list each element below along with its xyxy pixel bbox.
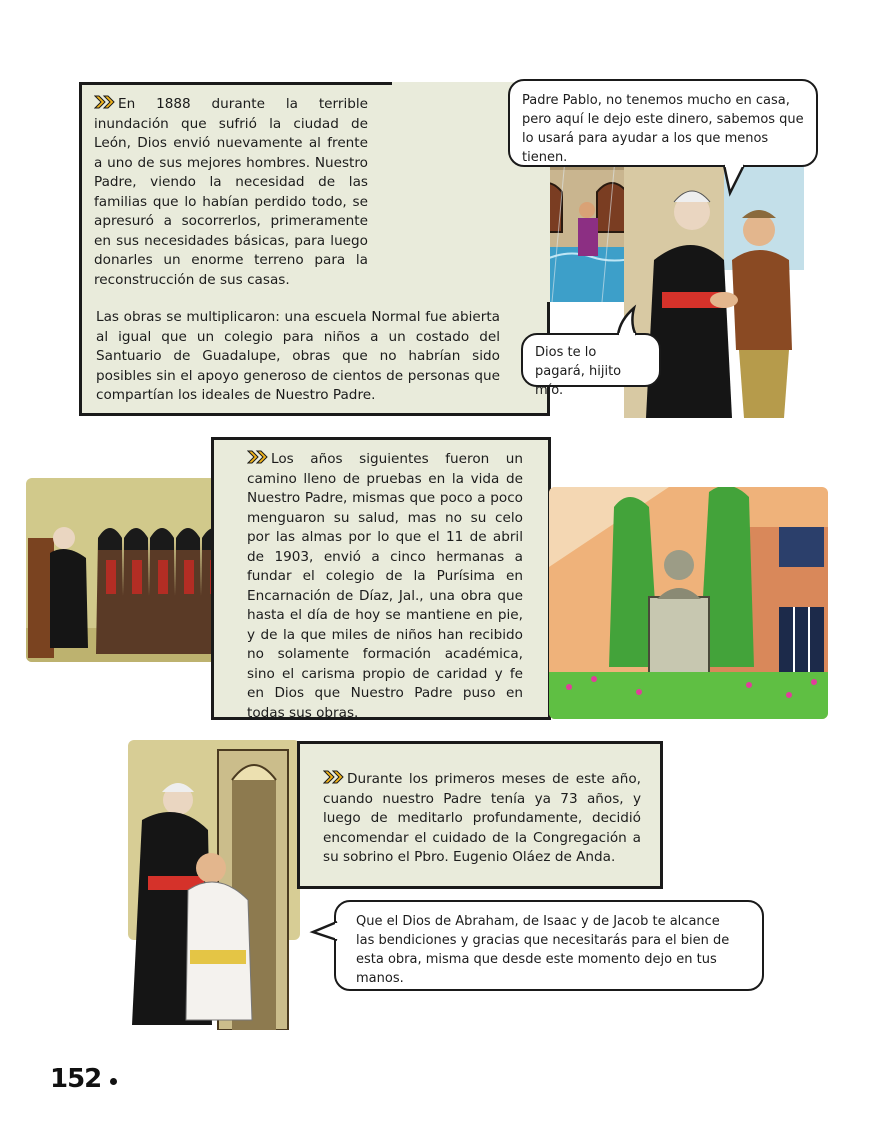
- narration-paragraph-2: Las obras se multiplicaron: una escuela Normal fue abierta al igual que un colegio para niños a un costado del Santuario de Guadalupe, obras que no habrían sido posibles sin el apoyo generoso de cientos de personas que compartían los ideales de Nuestro Padre.: [96, 309, 500, 403]
- speech-bubble-man-tail: [722, 163, 752, 195]
- page-number: 152: [50, 1064, 102, 1094]
- page-number-dot: [110, 1078, 117, 1085]
- narration-paragraph-4: Durante los primeros meses de este año, cuando nuestro Padre tenía ya 73 años, y luego de meditarlo profundamente, decidió encomendar el cuidado de la Congregación a su sobrino el Pbro. Eugenio Oláez de Anda.: [323, 771, 641, 865]
- narration-paragraph-3: Los años siguientes fueron un camino lleno de pruebas en la vida de Nuestro Padre, mismas que poco a poco menguaron su salud, mas no su celo por las almas por lo que el 11 de abril de 1903, envió a cinco hermanas a fundar el colegio de la Purísima en Encarnación de Díaz, Jal., una obra que hasta el día de hoy se mantiene en pie, y de la que miles de niños han recibido no solamente formación académica, sino el carisma propio de caridad y fe en Dios que Nuestro Padre puso en todas sus obras.: [247, 451, 523, 721]
- speech-bubble-priest-2-tail: [311, 918, 339, 944]
- priest-blessing-nephew-illustration: [128, 740, 300, 1030]
- speech-bubble-man: Padre Pablo, no tenemos mucho en casa, pero aquí le dejo este dinero, sabemos que lo usará para ayudar a los que menos tienen.: [508, 79, 818, 167]
- chevron-icon: [247, 450, 269, 464]
- priest-sending-sisters-illustration: [26, 478, 234, 662]
- statue-courtyard-illustration: [549, 487, 828, 719]
- chevron-icon: [94, 95, 116, 109]
- narration-paragraph-1: En 1888 durante la terrible inundación que sufrió la ciudad de León, Dios envió nuevamente al frente a uno de sus mejores hombres. Nuestro Padre, viendo la necesidad de las familias que lo habían perdido todo, se apresuró a socorrerlos, primeramente en sus necesidades básicas, para luego donarles un enorme terreno para la reconstrucción de sus casas.: [94, 96, 368, 288]
- chevron-icon: [323, 770, 345, 784]
- speech-bubble-priest-1: Dios te lo pagará, hijito mío.: [521, 333, 661, 387]
- speech-bubble-priest-2: Que el Dios de Abraham, de Isaac y de Jacob te alcance las bendiciones y gracias que necesitarás para el bien de esta obra, misma que desde este momento dejo en tus manos.: [334, 900, 764, 991]
- speech-bubble-priest-1-tail: [614, 306, 644, 336]
